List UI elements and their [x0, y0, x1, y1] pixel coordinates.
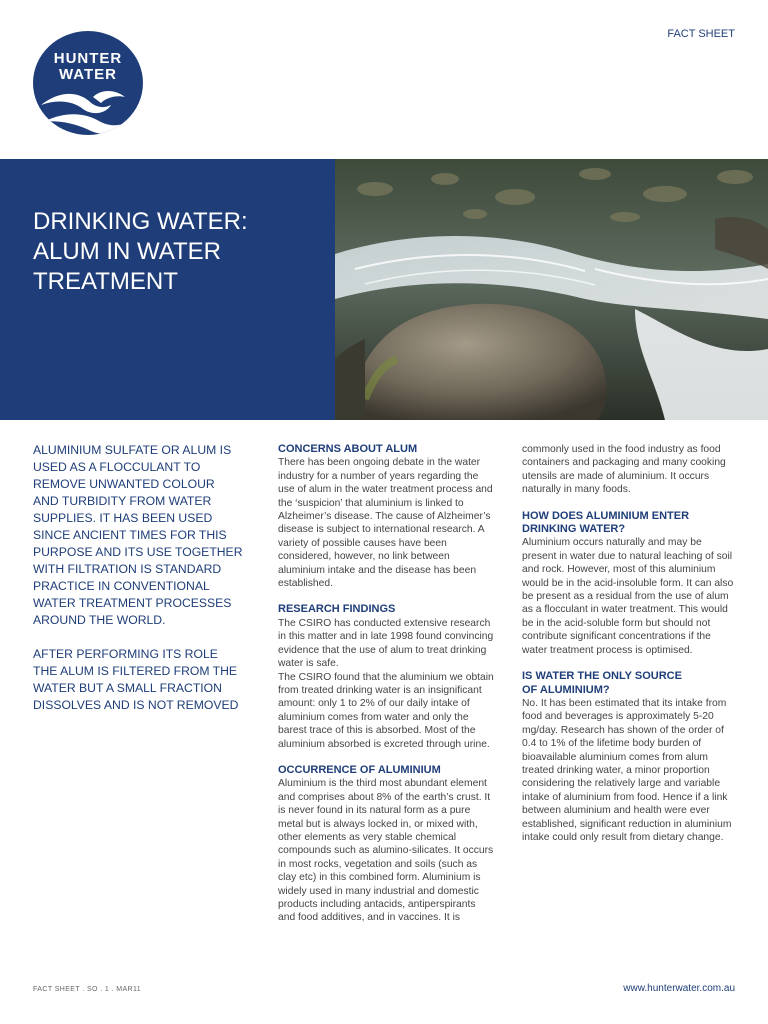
section-body-occurrence: Aluminium is the third most abundant element and comprises about 8% of the earth’s crust. It is never found in its natural form as a pure metal but is always locked in, or mixed with, other elements as very stable chemical compounds such as alumino-silicates. It occurs in most rocks, vegetation and soils (such as clay etc) in this combined form. Aluminium is widely used in many industrial and domestic products including antacids, antiperspirants and food additives, and in vaccines. It is — [278, 778, 494, 924]
footer-website-link[interactable]: www.hunterwater.com.au — [623, 983, 735, 994]
intro-column — [33, 442, 243, 731]
section-heading-concerns: CONCERNS ABOUT ALUM — [278, 443, 418, 455]
title-line-1: DRINKING WATER: — [33, 208, 248, 235]
section-body-occurrence-continued: commonly used in the food industry as food containers and packaging and many cooking utensils are made of aluminium. It occurs naturally in many foods. — [522, 444, 726, 496]
document-type-label: FACT SHEET — [667, 28, 735, 40]
intro-paragraph: ALUMINIUM SULFATE OR ALUM IS USED AS A FLOCCULANT TO REMOVE UNWANTED COLOUR AND TURBIDITY FROM WATER SUPPLIES. IT HAS BEEN USED SINCE ANCIENT TIMES FOR THIS PURPOSE AND ITS USE TOGETHER WITH FILTRATION IS STANDARD PRACTICE IN CONVENTIONAL WATER TREATMENT PROCESSES AROUND THE WORLD. — [33, 443, 243, 627]
footer-document-code: FACT SHEET . SO . 1 . MAR11 — [33, 986, 142, 993]
hunter-water-logo — [33, 31, 143, 135]
logo-line-1: HUNTER — [53, 50, 123, 67]
title-line-3: TREATMENT — [33, 268, 178, 295]
heading-line: IS WATER THE ONLY SOURCE — [522, 670, 682, 683]
heading-line: DRINKING WATER? — [522, 523, 626, 536]
river-photo-illustration — [335, 159, 768, 420]
section-body-enter: Aluminium occurs naturally and may be present in water due to natural leaching of soil and rock. However, most of this aluminium would be in the acid-insoluble form. It can also be present as a residual from the use of alum as a flocculant in water treatment. This would be in the acid-soluble form but should not contribute significant concentrations if the water treatment process is optimised. — [522, 537, 734, 656]
section-body-concerns: There has been ongoing debate in the water industry for a number of years regarding the use of alum in the water treatment process and the ‘suspicion’ that aluminium is linked to Alzheimer’s disease. The cause of Alzheimer’s disease is subject to international research. A variety of possible causes have been considered, however, no link between aluminium intake and the disease has been established. — [278, 457, 493, 590]
content-column-middle — [278, 443, 494, 938]
section-heading-research: RESEARCH FINDINGS — [278, 603, 396, 616]
hero-title-band — [0, 159, 335, 420]
intro-paragraph: AFTER PERFORMING ITS ROLE THE ALUM IS FILTERED FROM THE WATER BUT A SMALL FRACTION DISSOLVES AND IS NOT REMOVED — [33, 647, 239, 712]
heading-line: OF ALUMINIUM? — [522, 683, 610, 696]
wave-icon — [33, 31, 143, 135]
section-heading-enter — [522, 510, 738, 537]
section-body-research-1: The CSIRO has conducted extensive research in this matter and in late 1998 found convincing evidence that the use of alum to treat drinking water is safe. — [278, 617, 494, 670]
logo-line-2: WATER — [58, 66, 118, 83]
page-title — [33, 207, 323, 297]
section-heading-source — [522, 670, 738, 697]
section-body-research-2: The CSIRO found that the aluminium we obtain from treated drinking water is an insignificant amount: only 1 to 2% of our daily intake of aluminium comes from water and only the barest trace of this is absorbed. Most of the aluminium absorbed is excreted through urine. — [278, 671, 494, 750]
content-column-right — [522, 443, 738, 857]
title-line-2: ALUM IN WATER — [33, 238, 222, 265]
section-body-source: No. It has been estimated that its intake from food and beverages is approximately 5-20 mg/day. Research has shown of the order of 0.4 to 1% of the lifetime body burden of bioavailable aluminium comes from alum treated drinking water, a minor proportion considering the relatively large and variable intake of aluminium from food. Hence if a link between aluminium and health were ever established, significant reduction in aluminium intake could only result from dietary change. — [522, 697, 732, 843]
section-heading-occurrence: OCCURRENCE OF ALUMINIUM — [278, 763, 441, 776]
hero-river-photo — [335, 159, 768, 420]
heading-line: HOW DOES ALUMINIUM ENTER — [522, 509, 690, 522]
